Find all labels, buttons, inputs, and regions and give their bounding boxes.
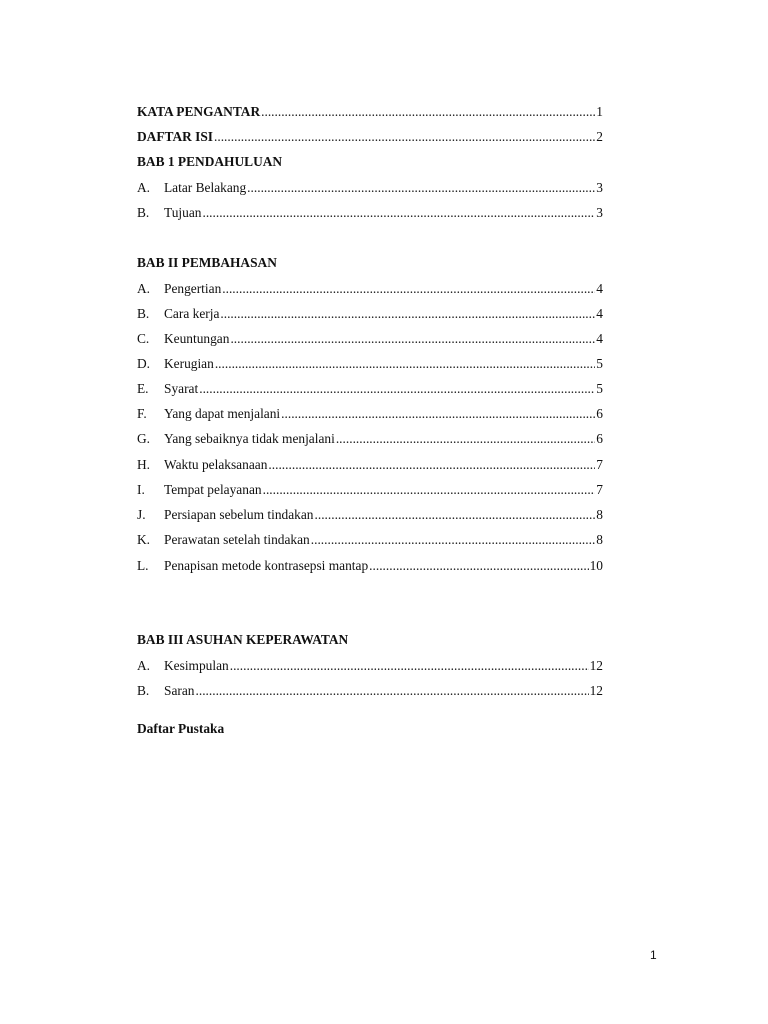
toc-page-number: 10 bbox=[589, 558, 603, 573]
dot-leader bbox=[230, 657, 589, 675]
toc-entry-label: Tujuan bbox=[164, 205, 202, 220]
toc-entry-letter: D. bbox=[137, 356, 151, 371]
toc-entry-label: KATA PENGANTAR bbox=[137, 104, 261, 119]
toc-entry-letter: J. bbox=[137, 507, 146, 522]
dot-leader bbox=[281, 405, 595, 423]
toc-entry[interactable] bbox=[137, 355, 603, 373]
dot-leader bbox=[215, 355, 595, 373]
toc-page-number: 7 bbox=[596, 482, 603, 497]
toc-entry-letter: A. bbox=[137, 281, 151, 296]
toc-entry-letter: B. bbox=[137, 306, 150, 321]
page-number: 1 bbox=[650, 948, 657, 962]
dot-leader bbox=[369, 557, 588, 575]
toc-entry-letter: B. bbox=[137, 205, 150, 220]
toc-entry-label: Kerugian bbox=[164, 356, 214, 371]
toc-entry-letter: I. bbox=[137, 482, 145, 497]
toc-page-number: 7 bbox=[596, 457, 603, 472]
toc-entry-label: Cara kerja bbox=[164, 306, 220, 321]
dot-leader bbox=[263, 481, 596, 499]
toc-entry[interactable] bbox=[137, 506, 603, 524]
toc-entry[interactable] bbox=[137, 330, 603, 348]
section-title-bab-2[interactable]: BAB II PEMBAHASAN bbox=[137, 255, 277, 270]
toc-page-number: 12 bbox=[589, 658, 603, 673]
toc-entry[interactable] bbox=[137, 481, 603, 499]
dot-leader bbox=[220, 305, 595, 323]
toc-page-number: 2 bbox=[596, 129, 603, 144]
toc-page-number: 4 bbox=[596, 306, 603, 321]
toc-entry-label: Latar Belakang bbox=[164, 180, 247, 195]
toc-entry[interactable] bbox=[137, 405, 603, 423]
dot-leader bbox=[336, 430, 595, 448]
toc-entry-label: Yang dapat menjalani bbox=[164, 406, 281, 421]
toc-entry[interactable] bbox=[137, 430, 603, 448]
toc-entry[interactable] bbox=[137, 531, 603, 549]
dot-leader bbox=[311, 531, 596, 549]
toc-entry[interactable] bbox=[137, 280, 603, 298]
toc-page-number: 3 bbox=[596, 180, 603, 195]
toc-entry[interactable] bbox=[137, 557, 603, 575]
toc-entry-label: Tempat pelayanan bbox=[164, 482, 262, 497]
toc-entry-label: Keuntungan bbox=[164, 331, 230, 346]
toc-entry-letter: C. bbox=[137, 331, 150, 346]
toc-entry-label: DAFTAR ISI bbox=[137, 129, 214, 144]
toc-entry[interactable] bbox=[137, 456, 603, 474]
toc-entry[interactable] bbox=[137, 657, 603, 675]
toc-entry-letter: A. bbox=[137, 180, 151, 195]
dot-leader bbox=[196, 682, 589, 700]
toc-page-number: 6 bbox=[596, 406, 603, 421]
toc-entry[interactable] bbox=[137, 682, 603, 700]
toc-entry-label: Persiapan sebelum tindakan bbox=[164, 507, 314, 522]
section-title-bab-1[interactable]: BAB 1 PENDAHULUAN bbox=[137, 154, 283, 169]
section-title-bab-3[interactable]: BAB III ASUHAN KEPERAWATAN bbox=[137, 632, 349, 647]
dot-leader bbox=[247, 179, 595, 197]
toc-entry-label: Syarat bbox=[164, 381, 199, 396]
toc-entry-letter: H. bbox=[137, 457, 151, 472]
toc-page-number: 4 bbox=[596, 281, 603, 296]
toc-entry-label: Kesimpulan bbox=[164, 658, 229, 673]
toc-entry-letter: E. bbox=[137, 381, 149, 396]
toc-entry-label: Saran bbox=[164, 683, 195, 698]
toc-entry-label: Penapisan metode kontrasepsi mantap bbox=[164, 558, 369, 573]
toc-page-number: 4 bbox=[596, 331, 603, 346]
dot-leader bbox=[315, 506, 596, 524]
toc-entry[interactable] bbox=[137, 204, 603, 222]
dot-leader bbox=[261, 103, 595, 121]
toc-page-number: 8 bbox=[596, 532, 603, 547]
toc-entry-label: Waktu pelaksanaan bbox=[164, 457, 268, 472]
dot-leader bbox=[199, 380, 595, 398]
toc-entry-label: Pengertian bbox=[164, 281, 222, 296]
toc-entry-letter: F. bbox=[137, 406, 147, 421]
toc-page-number: 8 bbox=[596, 507, 603, 522]
toc-entry-letter: G. bbox=[137, 431, 151, 446]
toc-entry-letter: B. bbox=[137, 683, 150, 698]
toc-page-number: 12 bbox=[589, 683, 603, 698]
dot-leader bbox=[214, 128, 595, 146]
toc-page-number: 5 bbox=[596, 356, 603, 371]
toc-page-number: 1 bbox=[596, 104, 603, 119]
toc-entry-daftar-pustaka[interactable]: Daftar Pustaka bbox=[137, 721, 225, 736]
toc-entry-letter: A. bbox=[137, 658, 151, 673]
toc-entry[interactable] bbox=[137, 179, 603, 197]
toc-entry-daftar-isi[interactable] bbox=[137, 128, 603, 146]
toc-entry-letter: L. bbox=[137, 558, 149, 573]
toc-page-number: 3 bbox=[596, 205, 603, 220]
dot-leader bbox=[230, 330, 595, 348]
toc-entry[interactable] bbox=[137, 380, 603, 398]
dot-leader bbox=[222, 280, 595, 298]
toc-entry-label: Perawatan setelah tindakan bbox=[164, 532, 310, 547]
toc-entry-label: Yang sebaiknya tidak menjalani bbox=[164, 431, 335, 446]
toc-entry[interactable] bbox=[137, 305, 603, 323]
dot-leader bbox=[268, 456, 595, 474]
toc-entry-letter: K. bbox=[137, 532, 151, 547]
toc-page-number: 6 bbox=[596, 431, 603, 446]
toc-page-number: 5 bbox=[596, 381, 603, 396]
dot-leader bbox=[202, 204, 595, 222]
toc-entry-kata-pengantar[interactable] bbox=[137, 103, 603, 121]
